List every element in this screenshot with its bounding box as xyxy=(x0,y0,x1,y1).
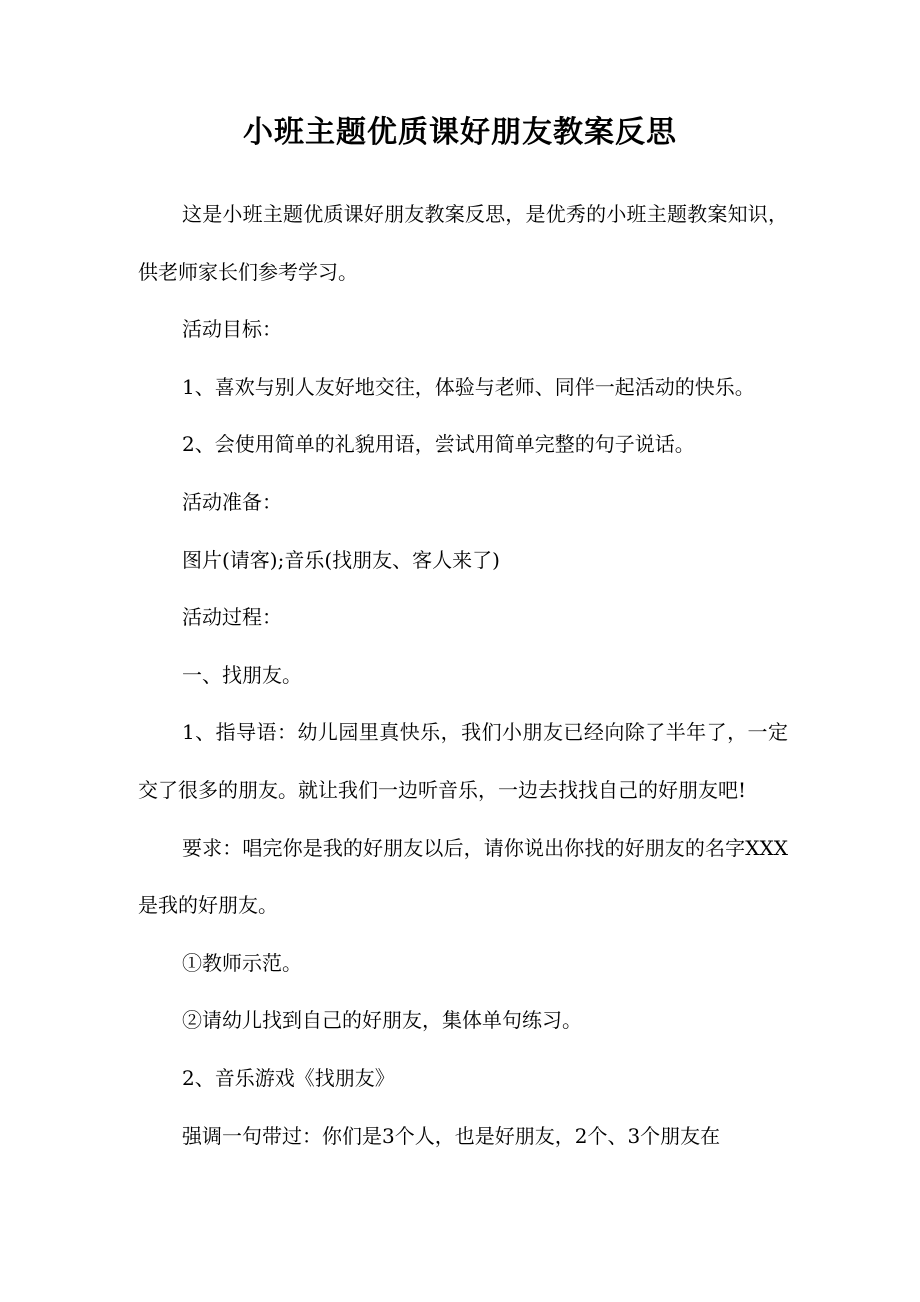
section-heading-process: 活动过程： xyxy=(182,605,282,630)
music-game-paragraph: 2、音乐游戏《找朋友》 xyxy=(182,1065,395,1090)
process-step-paragraph: 1、指导语：幼儿园里真快乐，我们小朋友已经向除了半年了，一定交了很多的朋友。就让我们一边听音乐，一边去找找自己的好朋友吧! xyxy=(138,720,788,802)
goal-item-2: 2、会使用简单的礼貌用语，尝试用简单完整的句子说话。 xyxy=(182,432,695,457)
section-heading-preparation: 活动准备： xyxy=(182,489,282,514)
section-heading-goals: 活动目标： xyxy=(182,317,282,342)
sub-step-2: ②请幼儿找到自己的好朋友，集体单句练习。 xyxy=(182,1008,582,1033)
preparation-paragraph: 图片(请客);音乐(找朋友、客人来了) xyxy=(182,547,500,572)
intro-paragraph: 这是小班主题优质课好朋友教案反思，是优秀的小班主题教案知识，供老师家长们参考学习。 xyxy=(138,202,788,284)
requirement-paragraph: 要求：唱完你是我的好朋友以后，请你说出你找的好朋友的名字XXX是我的好朋友。 xyxy=(138,835,788,918)
document-body xyxy=(138,186,788,1165)
goal-item-1: 1、喜欢与别人友好地交往，体验与老师、同伴一起活动的快乐。 xyxy=(182,374,755,399)
process-step-heading: 一、找朋友。 xyxy=(182,662,302,687)
sub-step-1: ①教师示范。 xyxy=(182,950,302,975)
document-title: 小班主题优质课好朋友教案反思 xyxy=(243,115,677,150)
emphasis-paragraph: 强调一句带过：你们是3个人，也是好朋友，2个、3个朋友在 xyxy=(182,1123,721,1148)
